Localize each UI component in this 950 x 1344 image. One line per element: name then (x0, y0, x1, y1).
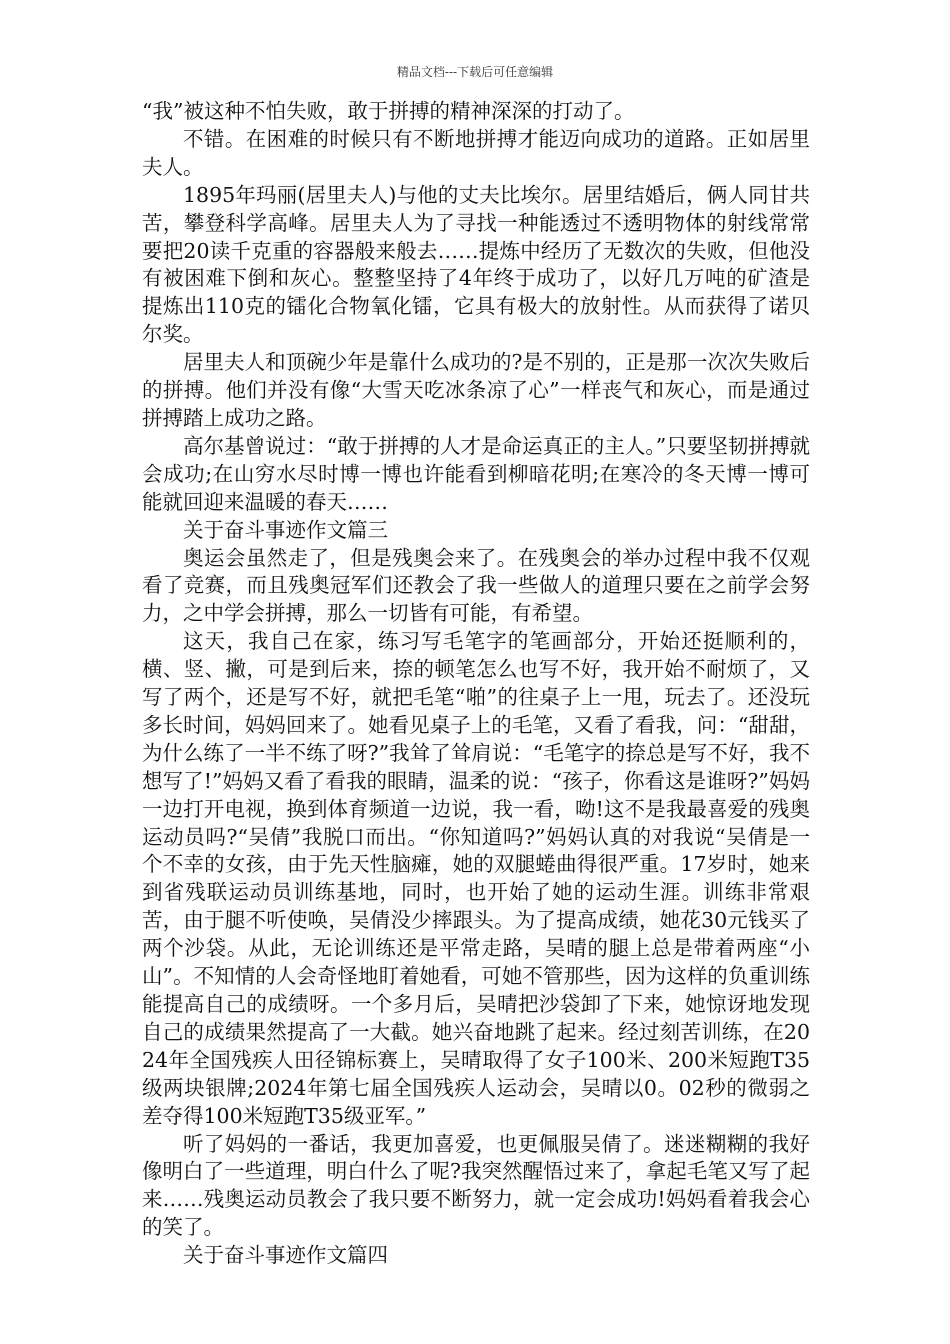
paragraph-1: “我”被这种不怕失败，敢于拼搏的精神深深的打动了。 (142, 99, 635, 123)
paragraph-3: 1895年玛丽(居里夫人)与他的丈夫比埃尔。居里结婚后，俩人同甘共苦，攀登科学高峰。居里夫人为了寻找一种能透过不透明物体的射线常常要把20读千克重的容器般来般去……提炼中经历了无数次的失败，但他没有被困难下倒和灰心。整整坚持了4年终于成功了，以好几万吨的矿渣是提炼出110克的镭化合物氧化镭，它具有极大的放射性。从而获得了诺贝尔奖。 (142, 182, 810, 347)
page-header: 精品文档---下载后可任意编辑 (396, 65, 554, 79)
paragraph-5: 高尔基曾说过：“敢于拼搏的人才是命运真正的主人。”只要坚韧拼搏就会成功;在山穷水尽时博一博也许能看到柳暗花明;在寒冷的冬天博一博可能就回迎来温暖的春天…… (142, 433, 810, 514)
paragraph-4: 居里夫人和顶碗少年是靠什么成功的?是不别的，正是那一次次失败后的拼搏。他们并没有像“大雪天吃冰条凉了心”一样丧气和灰心，而是通过拼搏踏上成功之路。 (142, 350, 810, 430)
paragraph-8: 听了妈妈的一番话，我更加喜爱，也更佩服吴倩了。迷迷糊糊的我好像明白了一些道理，明白什么了呢?我突然醒悟过来了，拿起毛笔又写了起来……残奥运动员教会了我只要不断努力，就一定会成功!妈妈看着我会心的笑了。 (142, 1131, 810, 1240)
paragraph-2: 不错。在困难的时候只有不断地拼搏才能迈向成功的道路。正如居里夫人。 (142, 126, 810, 179)
document-body (142, 98, 810, 1270)
section-heading-4: 关于奋斗事迹作文篇四 (183, 1243, 388, 1268)
paragraph-7: 这天，我自己在家，练习写毛笔字的笔画部分，开始还挺顺利的，横、竖、撇，可是到后来，捺的顿笔怎么也写不好，我开始不耐烦了，又写了两个，还是写不好，就把毛笔“啪”的往桌子上一甩，玩去了。还没玩多长时间，妈妈回来了。她看见桌子上的毛笔，又看了看我，问：“甜甜，为什么练了一半不练了呀?”我耸了耸肩说：“毛笔字的捺总是写不好，我不想写了!”妈妈又看了看我的眼睛，温柔的说：“孩子，你看这是谁呀?”妈妈一边打开电视，换到体育频道一边说，我一看，呦!这不是我最喜爱的残奥运动员吗?“吴倩”我脱口而出。“你知道吗?”妈妈认真的对我说“吴倩是一个不幸的女孩，由于先天性脑瘫，她的双腿蜷曲得很严重。17岁时，她来到省残联运动员训练基地，同时，也开始了她的运动生涯。训练非常艰苦，由于腿不听使唤，吴倩没少摔跟头。为了提高成绩，她花30元钱买了两个沙袋。从此，无论训练还是平常走路，吴晴的腿上总是带着两座“小山”。不知情的人会奇怪地盯着她看，可她不管那些，因为这样的负重训练能提高自己的成绩呀。一个多月后，吴晴把沙袋卸了下来，她惊讶地发现自己的成绩果然提高了一大截。她兴奋地跳了起来。经过刻苦训练，在2024年全国残疾人田径锦标赛上，吴晴取得了女子100米、200米短跑T35级两块银牌;2024年第七届全国残疾人运动会，吴晴以0。02秒的微弱之差夺得100米短跑T35级亚军。” (142, 629, 810, 1128)
paragraph-6: 奥运会虽然走了，但是残奥会来了。在残奥会的举办过程中我不仅观看了竞赛，而且残奥冠军们还教会了我一些做人的道理只要在之前学会努力，之中学会拼搏，那么一切皆有可能，有希望。 (142, 545, 810, 626)
section-heading-3: 关于奋斗事迹作文篇三 (183, 517, 388, 542)
